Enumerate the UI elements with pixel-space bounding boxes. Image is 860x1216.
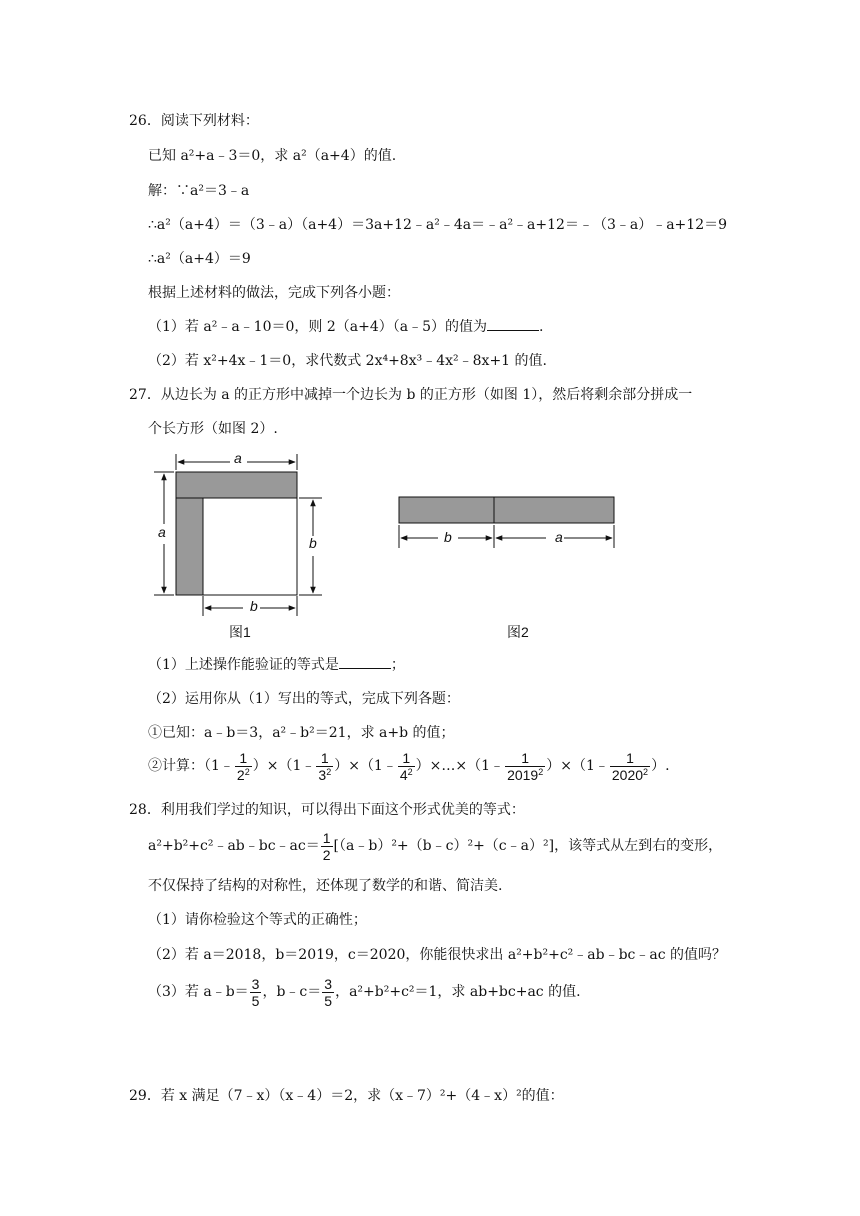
q28-equation <box>148 826 722 866</box>
q28-part1: （1）请你检验这个等式的正确性； <box>148 912 367 928</box>
q27-title-line1: 27．从边长为 a 的正方形中减掉一个边长为 b 的正方形（如图 1），然后将剩余部分拼成一 <box>129 387 693 403</box>
fraction-3: $\frac{1}{4^2}$ <box>399 749 413 783</box>
fig1-label-a-left: a <box>158 524 166 540</box>
q27-part2-item2: ②计算：（1﹣ $\frac{1}{2^2}$ ）×（1﹣ $\frac{1}{3^2}$ ）×（1﹣ $\frac{1}{4^2}$ ）×…×（1﹣ $\frac{1}{2019^2}$ ）×（1﹣ $\frac{1}{2020^2}$ ）. <box>148 749 670 783</box>
answer-blank[interactable] <box>487 318 539 331</box>
fig2-label-b: b <box>444 529 452 545</box>
fraction-2: $\frac{1}{3^2}$ <box>318 749 332 783</box>
fraction-1: $\frac{1}{2^2}$ <box>236 749 250 783</box>
fig1-label-a-top: a <box>234 450 242 466</box>
q26-given: 已知 a²+a﹣3＝0，求 a²（a+4）的值. <box>148 148 397 164</box>
q26-solution-step2: ∴a²（a+4）＝（3﹣a）（a+4）＝3a+12﹣a²﹣4a＝﹣a²﹣a+12＝﹣（3﹣a）﹣a+12＝9 <box>148 217 728 233</box>
q28-fraction-3-5-a: $\frac{3}{5}$ <box>251 975 260 1009</box>
q26-part1-end: . <box>538 319 544 335</box>
fig1-caption: 图1 <box>229 624 251 640</box>
q26-instruction: 根据上述材料的做法，完成下列各小题： <box>148 285 400 301</box>
q28-part3: （3）若 a﹣b＝ $\frac{3}{5}$ ，b﹣c＝ $\frac{3}{5}$ ，a²+b²+c²＝1，求 ab+bc+ac 的值. <box>148 975 581 1009</box>
q27-part1-text: （1）上述操作能验证的等式是 <box>148 657 339 673</box>
fraction-5: $\frac{1}{2020^2}$ <box>611 749 649 783</box>
figure-2 <box>396 494 618 554</box>
q27-part1-end: ； <box>390 657 405 673</box>
fig1-label-b-right: b <box>309 535 317 551</box>
figure-1-bottom-dimension <box>150 596 330 620</box>
q26-part2: （2）若 x²+4x﹣1＝0，求代数式 2x⁴+8x³﹣4x²﹣8x+1 的值. <box>148 353 547 369</box>
fig2-caption: 图2 <box>507 624 529 640</box>
q28-eq-left: a²+b²+c²﹣ab﹣bc﹣ac＝ <box>148 838 320 854</box>
fig1-label-b-bottom: b <box>250 598 258 614</box>
q28-title: 28．利用我们学过的知识，可以得出下面这个形式优美的等式： <box>129 802 525 818</box>
figure-1 <box>150 448 330 600</box>
q28-part2: （2）若 a＝2018，b＝2019，c＝2020，你能很快求出 a²+b²+c²﹣ab﹣bc﹣ac 的值吗？ <box>148 947 727 963</box>
q26-part1 <box>148 317 543 337</box>
q28-eq-right: [（a﹣b）²+（b﹣c）²+（c﹣a）²]，该等式从左到右的变形， <box>333 838 723 854</box>
fig2-label-a: a <box>555 529 563 545</box>
q27-item2-prefix: ②计算： <box>148 758 204 774</box>
q26-solution-step3: ∴a²（a+4）＝9 <box>148 251 251 267</box>
q26-solution-step1: 解：∵a²＝3﹣a <box>148 183 250 199</box>
answer-blank[interactable] <box>339 656 391 669</box>
q26-part1-text: （1）若 a²﹣a﹣10＝0，则 2（a+4）（a﹣5）的值为 <box>148 319 487 335</box>
q27-part2: （2）运用你从（1）写出的等式，完成下列各题： <box>148 691 460 707</box>
fraction-4: $\frac{1}{2019^2}$ <box>507 749 544 783</box>
q28-line2: 不仅保持了结构的对称性，还体现了数学的和谐、简洁美. <box>148 878 503 894</box>
q28-fraction-3-5-b: $\frac{3}{5}$ <box>324 975 333 1009</box>
q27-part2-item1: ①已知：a﹣b＝3，a²﹣b²＝21，求 a+b 的值； <box>148 725 455 741</box>
q29-text: 29．若 x 满足（7﹣x）（x﹣4）＝2，求（x﹣7）²+（4﹣x）²的值： <box>129 1088 564 1104</box>
q27-title-line2: 个长方形（如图 2）. <box>148 421 278 437</box>
q28-fraction-half: $\frac{1}{2}$ <box>322 829 331 863</box>
q27-part1 <box>148 655 405 675</box>
q26-title: 26．阅读下列材料： <box>129 113 259 129</box>
